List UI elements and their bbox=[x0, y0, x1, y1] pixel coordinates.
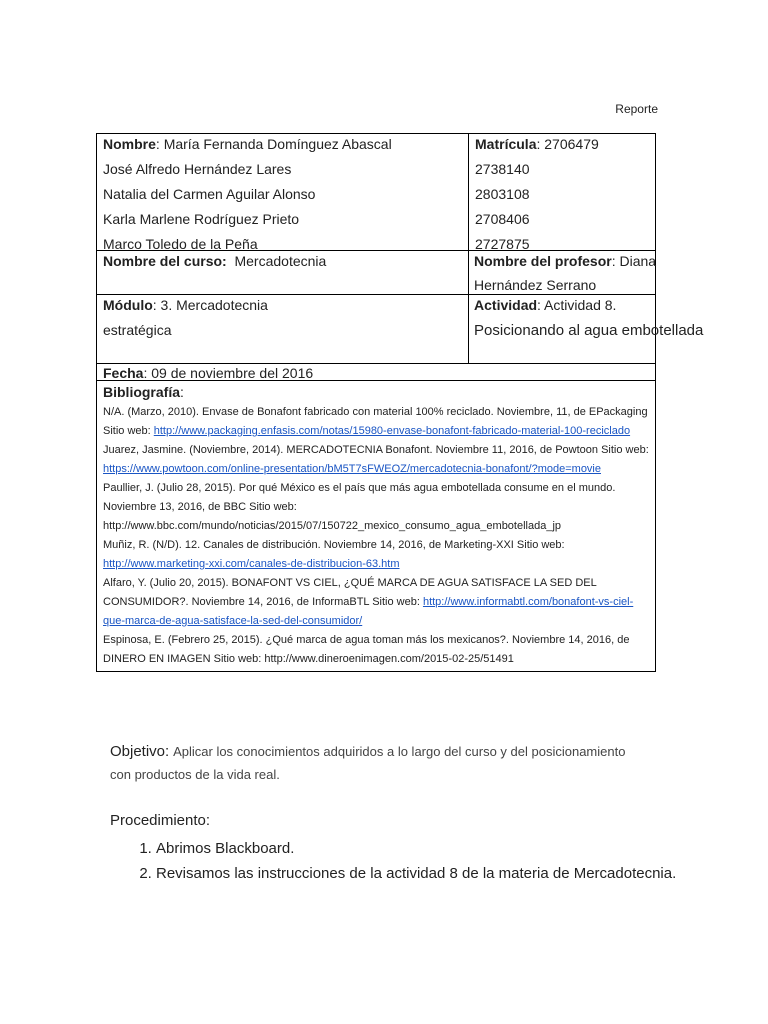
names-row bbox=[97, 134, 656, 251]
date-label: Fecha bbox=[103, 365, 144, 381]
matricula-label: Matrícula bbox=[475, 136, 537, 152]
bibliography-cell: Bibliografía: N/A. (Marzo, 2010). Envase de Bonafont fabricado con material 100% reciclado. Noviembre, 11, de EPackaging Sitio web: http://www.packaging.enfasis.com/notas/15980-envase-bonafont-fabricado-material-100-reciclado Juarez, Jasmine. (Noviembre, 2014). MERCADOTECNIA Bonafont. Noviembre 11, 2016, de Powtoon Sitio web: https://www.powtoon.com/online-presentation/bM5T7sFWEOZ/mercadotecnia-bonafont/?mode=movie Paullier, J. (Julio 28, 2015). Por qué México es el país que más agua embotellada consume en el mundo. Noviembre 13, 2016, de BBC Sitio web: http://www.bbc.com/mundo/noticias/2015/07/150722_mexico_consumo_agua_embotellada_jp Muñiz, R. (N/D). 12. Canales de distribución. Noviembre 14, 2016, de Marketing-XXI Sitio web: http://www.marketing-xxi.com/canales-de-distribucion-63.htm Alfaro, Y. (Julio 20, 2015). BONAFONT VS CIEL, ¿QUÉ MARCA DE AGUA SATISFACE LA SED DEL CONSUMIDOR?. Noviembre 14, 2016, de InformaBTL Sitio web: http://www.informabtl.com/bonafont-vs-ciel-que-marca-de-agua-satisface-la-sed-del-consumidor/ Espinosa, E. (Febrero 25, 2015). ¿Qué marca de agua toman más los mexicanos?. Noviembre 14, 2016, de DINERO EN IMAGEN Sitio web: http://www.dineroenimagen.com/2015-02-25/51491 bbox=[97, 381, 656, 672]
matricula-1: 2706479 bbox=[544, 136, 599, 152]
professor-value-2: Hernández Serrano bbox=[474, 277, 597, 293]
bibliography-label: Bibliografía bbox=[103, 384, 181, 400]
matricula-cell: Matrícula: 2706479 2738140 2803108 2708406 2727875 bbox=[469, 134, 656, 251]
bib-entry-3: Paullier, J. (Julio 28, 2015). Por qué México es el país que más agua embotellada consume en el mundo. Noviembre 13, 2016, de BBC Sitio web: http://www.bbc.com/mundo/noticias/2015/07/150722_mexico_consumo_agua_embotellada_jp bbox=[103, 482, 616, 532]
bib-entry-5: Alfaro, Y. (Julio 20, 2015). BONAFONT VS CIEL, ¿QUÉ MARCA DE AGUA SATISFACE LA SED DEL CONSUMIDOR?. Noviembre 14, 2016, de InformaBTL Sitio web: http://www.informabtl.com/bonafont-vs-ciel-que-marca-de-agua-satisface-la-sed-del-consumidor/ bbox=[103, 577, 634, 627]
module-cell: Módulo: 3. Mercadotecnia estratégica bbox=[97, 295, 469, 364]
professor-cell: Nombre del profesor: Diana Hernández Serrano bbox=[469, 251, 656, 295]
objective-label: Objetivo: bbox=[110, 743, 170, 760]
professor-value-1: Diana bbox=[619, 253, 657, 269]
name-3: Natalia del Carmen Aguilar Alonso bbox=[103, 186, 316, 202]
activity-value-2: Posicionando al agua embotellada bbox=[474, 322, 704, 339]
module-row bbox=[97, 295, 656, 364]
names-label: Nombre bbox=[103, 136, 156, 152]
activity-value-1: Actividad 8. bbox=[544, 297, 617, 313]
bib-link-4[interactable]: http://www.marketing-xxi.com/canales-de-distribucion-63.htm bbox=[103, 558, 400, 570]
activity-cell: Actividad: Actividad 8. Posicionando al agua embotellada bbox=[469, 295, 656, 364]
procedure-step-1: 1. Abrimos Blackboard. bbox=[156, 836, 696, 861]
bib-link-2[interactable]: https://www.powtoon.com/online-presentation/bM5T7sFWEOZ/mercadotecnia-bonafont/?mode=movie bbox=[103, 463, 601, 475]
report-header: Reporte bbox=[615, 102, 658, 116]
date-value: 09 de noviembre del 2016 bbox=[151, 365, 314, 381]
matricula-4: 2708406 bbox=[475, 211, 530, 227]
module-value-2: estratégica bbox=[103, 322, 172, 338]
procedure-label: Procedimiento: bbox=[110, 812, 211, 829]
professor-label: Nombre del profesor bbox=[474, 253, 612, 269]
bib-entry-6: Espinosa, E. (Febrero 25, 2015). ¿Qué marca de agua toman más los mexicanos?. Noviembre 14, 2016, de DINERO EN IMAGEN Sitio web: http://www.dineroenimagen.com/2015-02-25/51491 bbox=[103, 634, 630, 665]
bib-entry-4: Muñiz, R. (N/D). 12. Canales de distribución. Noviembre 14, 2016, de Marketing-XXI Sitio web: http://www.marketing-xxi.com/canales-de-distribucion-63.htm bbox=[103, 539, 565, 570]
matricula-5: 2727875 bbox=[475, 236, 530, 252]
date-row bbox=[97, 364, 656, 381]
course-cell bbox=[97, 251, 469, 295]
info-table bbox=[96, 133, 704, 672]
objective-section bbox=[110, 740, 650, 786]
course-row bbox=[97, 251, 656, 295]
names-cell: Nombre: María Fernanda Domínguez Abascal José Alfredo Hernández Lares Natalia del Carmen Aguilar Alonso Karla Marlene Rodríguez Prieto Marco Toledo de la Peña bbox=[97, 134, 469, 251]
course-label: Nombre del curso: bbox=[103, 253, 227, 269]
bib-entry-2: Juarez, Jasmine. (Noviembre, 2014). MERCADOTECNIA Bonafont. Noviembre 11, 2016, de Powtoon Sitio web: https://www.powtoon.com/online-presentation/bM5T7sFWEOZ/mercadotecnia-bonafont/?mode=movie bbox=[103, 444, 649, 475]
name-2: José Alfredo Hernández Lares bbox=[103, 161, 292, 177]
module-value-1: 3. Mercadotecnia bbox=[160, 297, 268, 313]
matricula-2: 2738140 bbox=[475, 161, 530, 177]
bib-entry-1: N/A. (Marzo, 2010). Envase de Bonafont fabricado con material 100% reciclado. Noviembre, 11, de EPackaging Sitio web: http://www.packaging.enfasis.com/notas/15980-envase-bonafont-fabricado-material-100-reciclado bbox=[103, 406, 648, 437]
objective-text: Aplicar los conocimientos adquiridos a lo largo del curso y del posicionamiento con productos de la vida real. bbox=[110, 744, 626, 782]
name-1: María Fernanda Domínguez Abascal bbox=[163, 136, 392, 152]
name-4: Karla Marlene Rodríguez Prieto bbox=[103, 211, 300, 227]
name-5: Marco Toledo de la Peña bbox=[103, 236, 258, 252]
bib-link-1[interactable]: http://www.packaging.enfasis.com/notas/15980-envase-bonafont-fabricado-material-100-reciclado bbox=[153, 425, 631, 437]
module-label: Módulo bbox=[103, 297, 153, 313]
bib-link-5[interactable]: http://www.informabtl.com/bonafont-vs-ciel-que-marca-de-agua-satisface-la-sed-del-consumidor/ bbox=[103, 596, 634, 627]
date-cell: Fecha: 09 de noviembre del 2016 bbox=[97, 364, 656, 381]
bibliography-row bbox=[97, 381, 656, 672]
procedure-step-2: 2. Revisamos las instrucciones de la actividad 8 de la materia de Mercadotecnia. bbox=[156, 861, 696, 886]
procedure-steps bbox=[110, 836, 696, 886]
matricula-3: 2803108 bbox=[475, 186, 530, 202]
course-value: Mercadotecnia bbox=[234, 253, 327, 269]
activity-label: Actividad bbox=[474, 297, 538, 313]
